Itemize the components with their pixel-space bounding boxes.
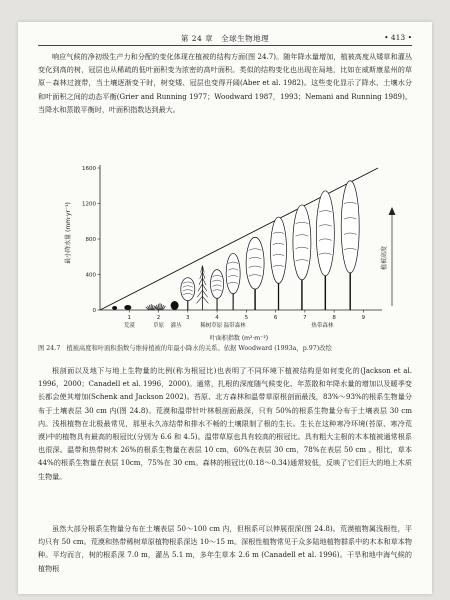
- trend-line: [100, 168, 378, 310]
- tree-silhouette: [211, 270, 224, 310]
- grass-silhouette: [155, 303, 166, 310]
- shrub-silhouette: [112, 306, 117, 310]
- chapter-title: 第 24 章 全球生物地理: [180, 34, 270, 43]
- x-tick-label: 1: [127, 315, 132, 321]
- x-tick-label: 8: [332, 315, 336, 321]
- caption-text: 植被高度和叶面积指数与维持植被的年最小降水的关系。依据 Woodward (1993a，p.97)改绘: [66, 345, 332, 352]
- conifer-silhouette: [196, 266, 208, 310]
- figure-24-7: [38, 148, 412, 343]
- tree-silhouette: [341, 181, 359, 310]
- shrub-silhouette: [171, 301, 179, 310]
- x-tick-label: 4: [215, 315, 219, 321]
- category-label: 草原: [153, 323, 165, 329]
- x-tick-label: 7: [303, 315, 307, 321]
- paragraph-1: 响应气候的净初级生产力和分配的变化体现在植被的结构方面(图 24.7)。随年降水量增加，植被高度从矮草和灌丛变化到高的树，冠层也从稀疏的低叶面积变为浓密的高叶面积。类似的结构变化也出现在局地，比如在威斯康星州的草原－森林过渡带，当土壤逐渐变干时，树变矮、冠层也变得开阔(Aber et al. 1982)。这些变化显示了降水、土壤水分和叶面积之间的动态平衡(Grier and Running 1977；Woodward 1987，1993；Nemani and Running 1989)。当降水和蒸散平衡时，叶面积指数达到最大。: [38, 52, 412, 114]
- y-axis-label: 最小降水量 (mm·yr⁻¹): [65, 202, 72, 264]
- tree-silhouette: [181, 278, 195, 310]
- book-page: [18, 22, 432, 594]
- running-header: [38, 30, 412, 46]
- tree-silhouette: [271, 217, 287, 310]
- tree-silhouette: [316, 191, 334, 310]
- height-axis-label: 植被高度: [381, 245, 388, 271]
- y-tick-label: 0: [92, 308, 96, 314]
- x-tick-label: 5: [244, 315, 249, 321]
- height-arrow-head: [389, 207, 396, 215]
- shrub-silhouette: [124, 305, 131, 310]
- y-tick-label: 800: [85, 237, 96, 243]
- category-label: 温带森林: [223, 323, 246, 329]
- x-tick-label: 9: [361, 315, 366, 321]
- vegetation-category-labels: [124, 321, 334, 329]
- category-label: 稀树草原: [200, 323, 223, 329]
- caption-figure-number: 图 24.7: [38, 345, 61, 352]
- figure-caption: [38, 343, 412, 352]
- tree-silhouette: [246, 237, 264, 310]
- category-label: 荒漠: [123, 323, 135, 329]
- y-tick-label: 1600: [82, 166, 96, 172]
- vegetation-silhouettes: [112, 181, 359, 310]
- category-label: 热带森林: [311, 323, 334, 329]
- page-number: • 413 •: [384, 33, 412, 42]
- x-axis-label: 叶面积指数 (m²·m⁻²): [209, 335, 269, 342]
- x-tick-label: 6: [273, 315, 278, 321]
- tree-silhouette: [293, 205, 311, 310]
- paragraph-3: 虽然大部分根系生物量分布在土壤表层 50～100 cm 内，但根系可以伸展很深(图 24.8)。荒漠植物属浅根性，平均只有 50 cm。荒漠和热带稀树草原植物根系深达 10～15 m。深根性植物常见于众多陆地植物群系中的木本和草本物种。平均而言，树的根系深 7.0 m，灌丛 5.1 m，多年生草本 2.6 m (Canadell et al. 1996)。干旱和地中海气候的植物根: [38, 524, 412, 573]
- paragraph-2: 根剖面以及地下与地上生物量的比例(称为根冠比)也表明了不同环境下植被结构是如何变化的(Jackson et al. 1996，2000；Canadell et al. 1996，2000)。通常，扎根的深度随气候变化、年蒸散和年降水量的增加以及暖季变长都会使其增加(Schenk and Jackson 2002)。苔原、北方森林和温带草原根剖面最浅，83%～93%的根系生物量分布于土壤表层 30 cm 内(图 24.8)。荒漠和温带针叶林根剖面最深，只有 50%的根系生物量分布于土壤表层 30 cm 内。浅根植物在北极最常见，那里永久冻结带和排水不畅的土壤限制了根的生长。生长在这种寒冷环境(苔原、寒冷荒漠)中的植物具有最高的根冠比(分别为 6.6 和 4.5)。温带草原也具有较高的根冠比。具有粗大主根的木本植被通常根系也很深。温带和热带树木 26%的根系生物量在表层 10 cm，60%在表层 30 cm，78%在表层 50 cm 。相比，草本 44%的根系生物量在表层 10cm，75%在 30 cm。森林的根冠比(0.18～0.34)通常较低，反映了它们巨大的地上木质生物量。: [38, 366, 412, 481]
- x-axis: [100, 310, 382, 321]
- y-tick-label: 400: [85, 272, 96, 279]
- category-label: 灌丛: [170, 323, 182, 329]
- x-tick-label: 2: [156, 315, 161, 321]
- x-tick-label: 3: [186, 315, 190, 321]
- y-tick-label: 1200: [82, 201, 96, 208]
- tree-silhouette: [226, 253, 240, 310]
